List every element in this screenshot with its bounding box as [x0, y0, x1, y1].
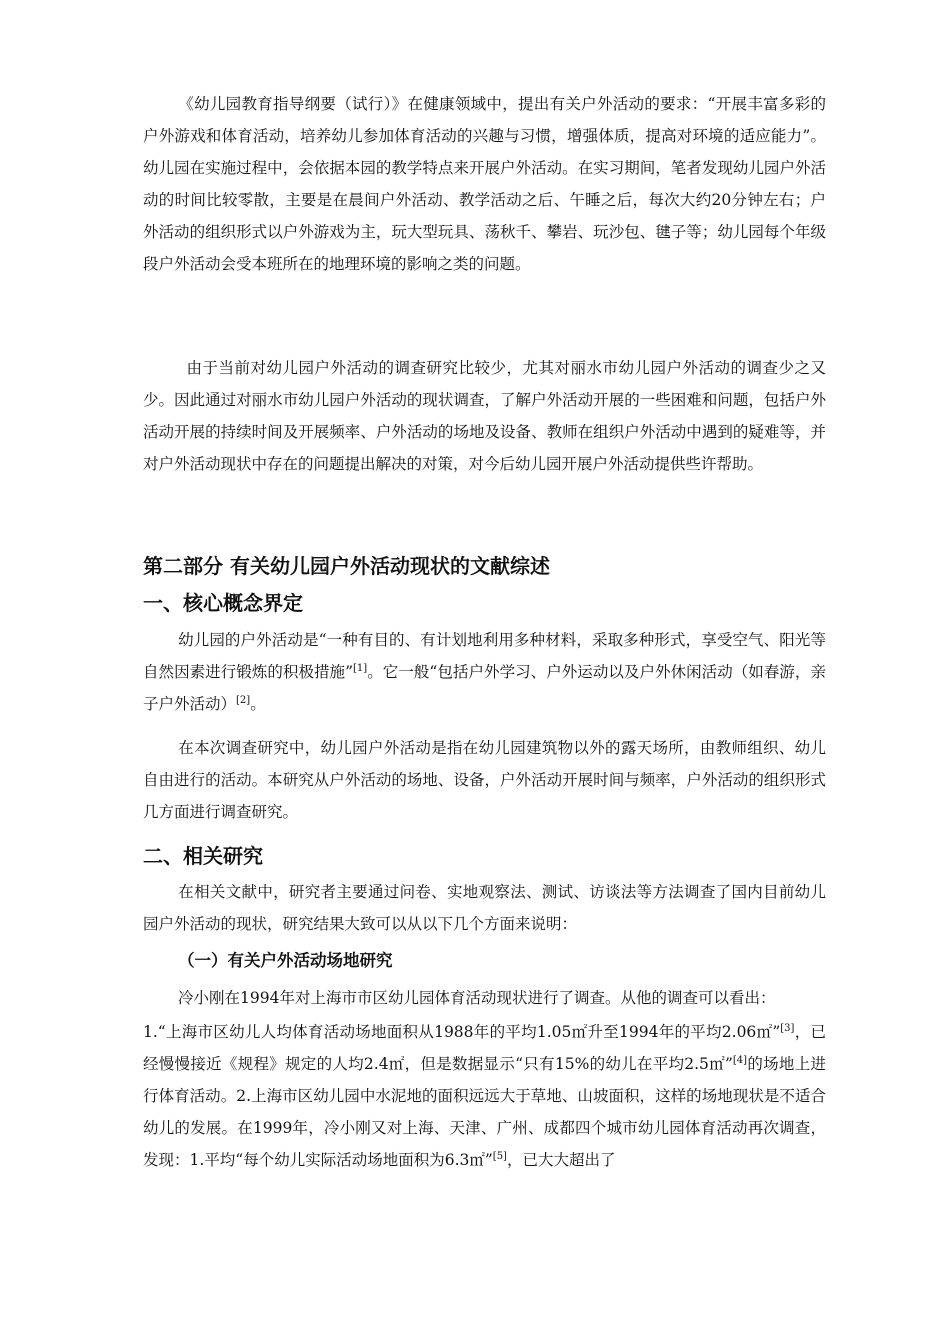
paragraph-text: 在相关文献中，研究者主要通过问卷、实地观察法、测试、访谈法等方法调查了国内目前幼儿园户外活动的现状，研究结果大致可以从以下几个方面来说明： [143, 883, 826, 933]
citation-2: [2] [236, 694, 251, 706]
heading-subsection1: （一）有关户外活动场地研究 [178, 951, 393, 970]
paragraph-text: 在本次调查研究中，幼儿园户外活动是指在幼儿园建筑物以外的露天场所，由教师组织、幼儿自由进行的活动。本研究从户外活动的场地、设备，户外活动开展时间与频率，户外活动的组织形式几方面进行调查研究。 [143, 739, 826, 821]
paragraph-guideline [143, 88, 826, 280]
citation-4: [4] [732, 1054, 748, 1066]
citation-5: [5] [492, 1150, 507, 1162]
paragraph-definition: 幼儿园的户外活动是“一种有目的、有计划地利用多种材料，采取多种形式，享受空气、阳光等自然因素进行锻炼的积极措施”[1]。它一般“包括户外学习、户外运动以及户外休闲活动（如春游，亲子户外活动）[2]。 [143, 631, 826, 713]
citation-3: [3] [780, 1022, 795, 1034]
heading-part2: 第二部分 有关幼儿园户外活动现状的文献综述 [143, 554, 550, 578]
paragraph-survey-intro [143, 982, 826, 1014]
heading-section2: 二、相关研究 [143, 844, 263, 868]
paragraph-scope [143, 732, 826, 828]
paragraph-text: 冷小刚在1994年对上海市市区幼儿园体育活动现状进行了调查。从他的调查可以看出： [178, 989, 776, 1007]
paragraph-text: 《幼儿园教育指导纲要（试行）》在健康领域中，提出有关户外活动的要求：“开展丰富多彩的户外游戏和体育活动，培养幼儿参加体育活动的兴趣与习惯，增强体质，提高对环境的适应能力”。幼儿园在实施过程中，会依据本园的教学特点来开展户外活动。在实习期间，笔者发现幼儿园户外活动的时间比较零散，主要是在晨间户外活动、教学活动之后、午睡之后，每次大约20分钟左右；户外活动的组织形式以户外游戏为主，玩大型玩具、荡秋千、攀岩、玩沙包、毽子等；幼儿园每个年级段户外活动会受本班所在的地理环境的影响之类的问题。 [143, 95, 826, 273]
section-two-heading [143, 842, 826, 870]
paragraph-related-research [143, 876, 826, 940]
paragraph-purpose [143, 352, 826, 480]
heading-section1: 一、核心概念界定 [143, 591, 303, 615]
citation-1: [1] [353, 662, 368, 674]
subsection-heading [143, 949, 826, 973]
paragraph-text: 由于当前对幼儿园户外活动的调查研究比较少，尤其对丽水市幼儿园户外活动的调查少之又少。因此通过对丽水市幼儿园户外活动的现状调查，了解户外活动开展的一些困难和问题，包括户外活动开展的持续时间及开展频率、户外活动的场地及设备、教师在组织户外活动中遇到的疑难等，并对户外活动现状中存在的问题提出解决的对策，对今后幼儿园开展户外活动提供些许帮助。 [143, 359, 826, 473]
paragraph-survey-findings: 1.“上海市区幼儿人均体育活动场地面积从1988年的平均1.05㎡升至1994年的平均2.06㎡”[3]，已经慢慢接近《规程》规定的人均2.4㎡，但是数据显示“只有15%的幼儿在平均2.5㎡”[4]的场地上进行体育活动。2.上海市区幼儿园中水泥地的面积远远大于草地、山坡面积，这样的场地现状是不适合幼儿的发展。在1999年，冷小刚又对上海、天津、广州、成都四个城市幼儿园体育活动再次调查，发现：1.平均“每个幼儿实际活动场地面积为6.3㎡”[5]，已大大超出了 [143, 1022, 826, 1169]
part-two-heading [143, 552, 826, 580]
section-one-heading [143, 589, 826, 617]
